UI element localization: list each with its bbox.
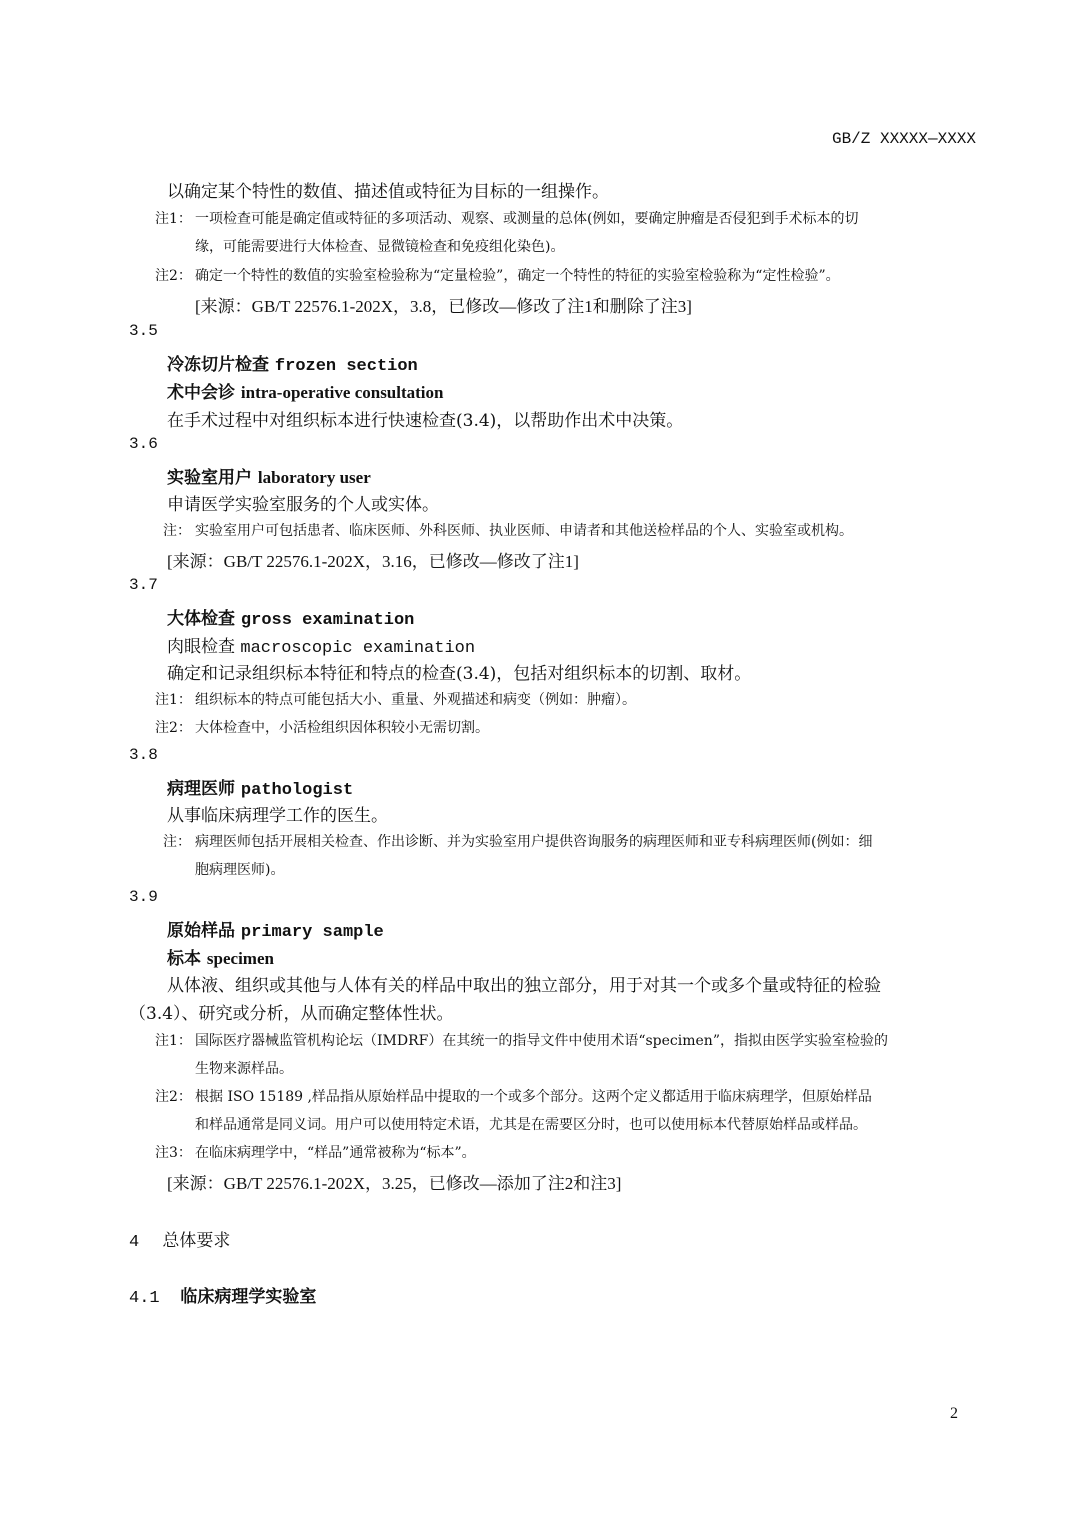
- note-text: 根据 ISO 15189 ,样品指从原始样品中提取的一个或多个部分。这两个定义都适用于临床病理学，但原始样品: [195, 1089, 872, 1105]
- source-citation: [来源：GB/T 22576.1-202X，3.25，已修改—添加了注2和注3]: [167, 1174, 622, 1193]
- term-chinese: 术中会诊: [167, 383, 235, 403]
- term-english: macroscopic examination: [240, 639, 476, 658]
- section-number: 4: [129, 1233, 140, 1252]
- term-heading: [167, 916, 384, 942]
- source-citation: [来源：GB/T 22576.1-202X，3.8，已修改—修改了注1和删除了注3]: [195, 297, 692, 316]
- term-synonym: [167, 944, 274, 969]
- term-definition-continued: （3.4）、研究或分析，从而确定整体性状。: [129, 1004, 454, 1024]
- term-definition: 在手术过程中对组织标本进行快速检查(3.4)，以帮助作出术中决策。: [167, 411, 684, 431]
- clause-number: 3.8: [129, 746, 158, 764]
- term-heading: [167, 604, 414, 630]
- note-text: 组织标本的特点可能包括大小、重量、外观描述和病变（例如：肿瘤）。: [195, 692, 636, 708]
- subsection-title: 临床病理学实验室: [180, 1287, 317, 1307]
- note-text-continued: 缘，可能需要进行大体检查、显微镜检查和免疫组化染色)。: [195, 239, 565, 255]
- term-chinese: 标本: [167, 949, 201, 969]
- subsection-number: 4.1: [129, 1289, 160, 1308]
- term-chinese: 实验室用户: [167, 468, 252, 488]
- document-id-header: GB/Z XXXXX—XXXX: [831, 130, 976, 148]
- clause-number: 3.7: [129, 576, 158, 594]
- term-chinese: 大体检查: [167, 609, 235, 629]
- term-heading: [167, 463, 371, 488]
- term-english: frozen section: [274, 357, 418, 376]
- term-heading: [167, 350, 418, 376]
- section-title: 总体要求: [162, 1231, 231, 1251]
- note-text-continued: 胞病理医师)。: [195, 862, 285, 878]
- term-chinese: 肉眼检查: [167, 637, 235, 657]
- note-label: 注1：: [155, 692, 192, 708]
- note-text: 确定一个特性的数值的实验室检验称为“定量检验”，确定一个特性的特征的实验室检验称为“定性检验”。: [195, 268, 840, 284]
- note-label: 注2：: [155, 720, 192, 736]
- definition-3-4: 以确定某个特性的数值、描述值或特征为目标的一组操作。: [167, 182, 609, 202]
- term-definition: 从体液、组织或其他与人体有关的样品中取出的独立部分，用于对其一个或多个量或特征的检验: [167, 976, 881, 996]
- note-text-continued: 生物来源样品。: [195, 1061, 293, 1077]
- subsection-heading: [129, 1282, 316, 1308]
- note-label: 注2：: [155, 1089, 192, 1105]
- note-label: 注1：: [155, 1033, 192, 1049]
- note-label: 注2：: [155, 268, 192, 284]
- source-citation: [来源：GB/T 22576.1-202X，3.16，已修改—修改了注1]: [167, 552, 579, 571]
- term-synonym: [167, 378, 444, 403]
- term-definition: 申请医学实验室服务的个人或实体。: [167, 495, 439, 515]
- term-definition: 从事临床病理学工作的医生。: [167, 806, 388, 826]
- clause-number: 3.5: [129, 322, 158, 340]
- note-label: 注：: [163, 523, 191, 539]
- section-heading: [129, 1226, 230, 1252]
- term-definition: 确定和记录组织标本特征和特点的检查(3.4)，包括对组织标本的切割、取材。: [167, 664, 752, 684]
- note-text: 一项检查可能是确定值或特征的多项活动、观察、或测量的总体(例如，要确定肿瘤是否侵犯到手术标本的切: [195, 211, 859, 227]
- note-text: 在临床病理学中，“样品”通常被称为“标本”。: [195, 1145, 476, 1161]
- term-english: pathologist: [240, 781, 354, 800]
- note-text-continued: 和样品通常是同义词。用户可以使用特定术语，尤其是在需要区分时，也可以使用标本代替原始样品或样品。: [195, 1117, 867, 1133]
- note-text: 病理医师包括开展相关检查、作出诊断、并为实验室用户提供咨询服务的病理医师和亚专科病理医师(例如：细: [195, 834, 873, 850]
- term-chinese: 病理医师: [167, 779, 235, 799]
- term-chinese: 原始样品: [167, 921, 235, 941]
- term-english: intra-operative consultation: [240, 383, 444, 402]
- term-synonym: [167, 632, 475, 658]
- clause-number: 3.9: [129, 888, 158, 906]
- note-label: 注：: [163, 834, 191, 850]
- term-heading: [167, 774, 353, 800]
- clause-number: 3.6: [129, 435, 158, 453]
- term-english: specimen: [206, 949, 274, 968]
- page-number: 2: [950, 1405, 958, 1422]
- term-chinese: 冷冻切片检查: [167, 355, 269, 375]
- term-english: laboratory user: [257, 468, 371, 487]
- note-label: 注3：: [155, 1145, 192, 1161]
- note-label: 注1：: [155, 211, 192, 227]
- note-text: 实验室用户可包括患者、临床医师、外科医师、执业医师、申请者和其他送检样品的个人、实验室或机构。: [195, 523, 853, 539]
- note-text: 大体检查中，小活检组织因体积较小无需切割。: [195, 720, 489, 736]
- term-english: gross examination: [240, 611, 415, 630]
- note-text: 国际医疗器械监管机构论坛（IMDRF）在其统一的指导文件中使用术语“specimen”，指拟由医学实验室检验的: [195, 1033, 888, 1049]
- term-english: primary sample: [240, 923, 384, 942]
